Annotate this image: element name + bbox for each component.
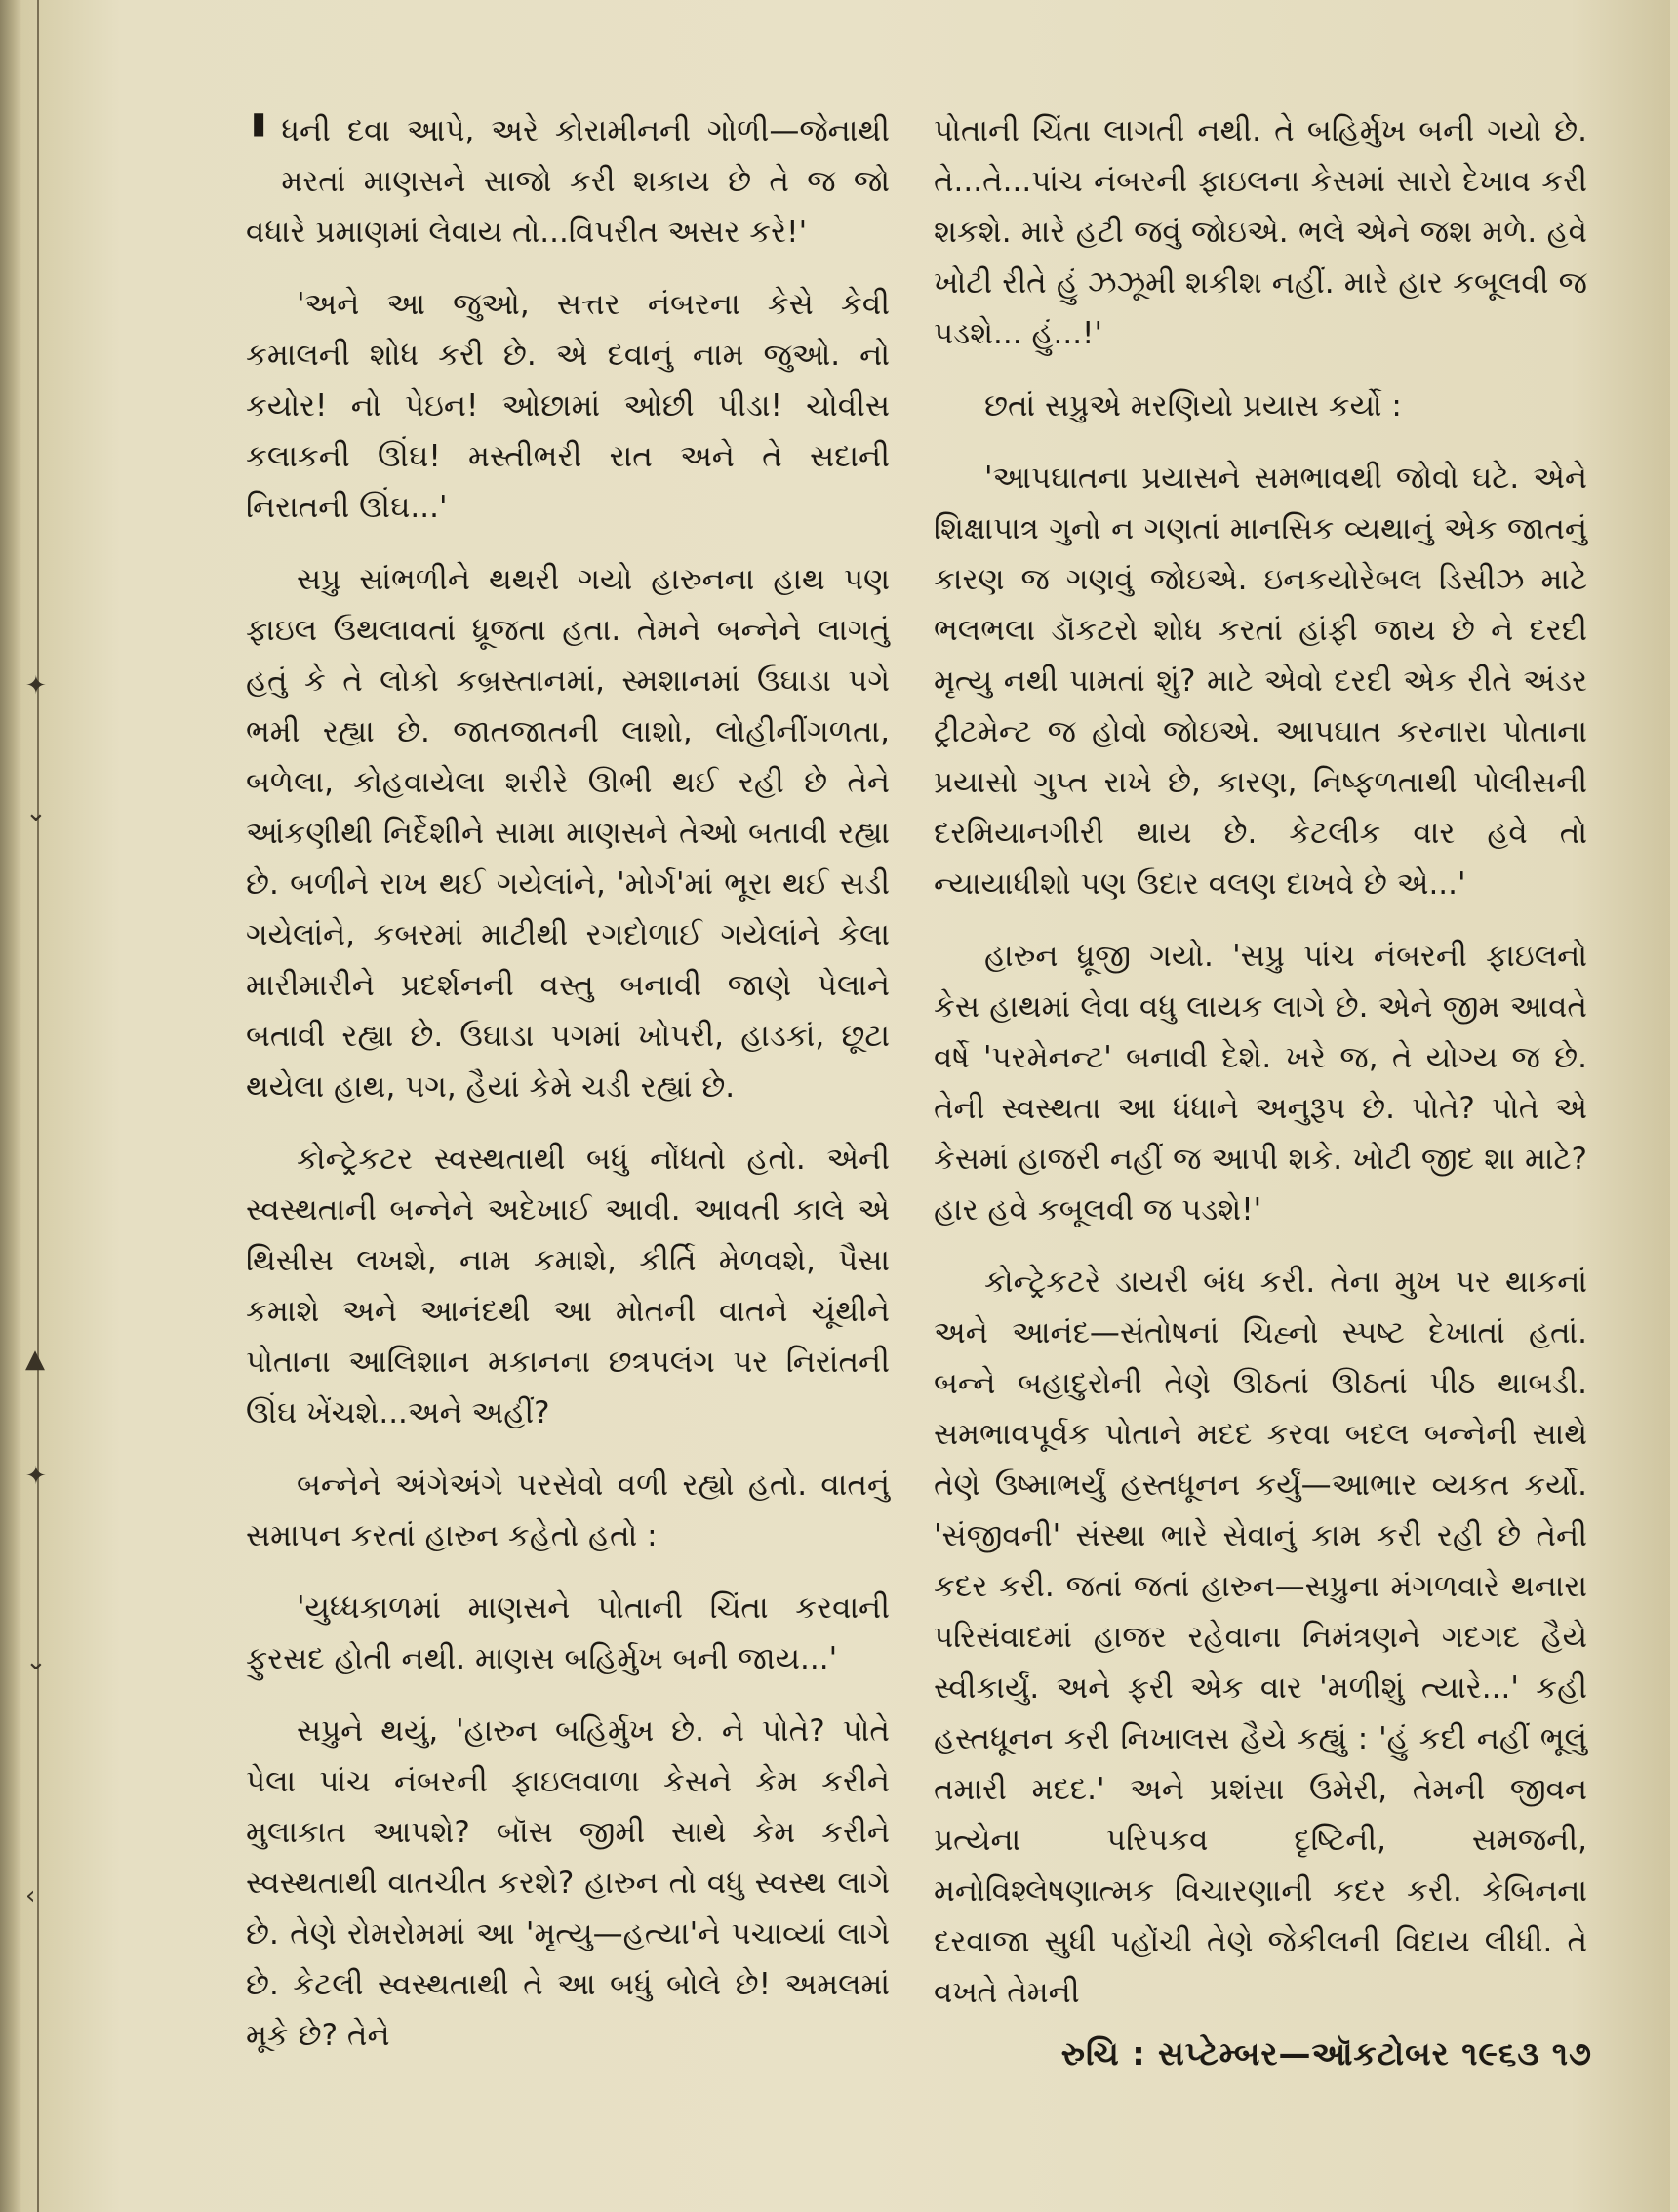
paragraph: છતાં સપ્રુએ મરણિયો પ્રયાસ કર્યો : (984, 388, 1402, 423)
page-fold-line (37, 0, 39, 2212)
margin-mark: ‹ (25, 1881, 36, 1910)
paragraph: કોન્ટ્રેકટર સ્વસ્થતાથી બધું નોંધતો હતો. એની સ્વસ્થતાની બન્નેને અદેખાઈ આવી. આવતી કાલે એ થિસીસ લખશે, નામ કમાશે, કીર્તિ મેળવશે, પૈસા કમાશે અને આનંદથી આ મોતની વાતને ચૂંથીને પોતાના આલિશાન મકાનના છત્રપલંગ પર નિરાંતની ઊંઘ ખેંચશે...અને અહીં? (246, 1142, 890, 1430)
margin-mark: ⌄ (25, 1647, 47, 1676)
paragraph: બન્નેને અંગેઅંગે પરસેવો વળી રહ્યો હતો. વાતનું સમાપન કરતાં હારુન કહેતો હતો : (246, 1468, 890, 1553)
paragraph: 'આપઘાતના પ્રયાસને સમભાવથી જોવો ઘટે. એને શિક્ષાપાત્ર ગુનો ન ગણતાં માનસિક વ્યથાનું એક જાતનું કારણ જ ગણવું જોઇએ. ઇનકયોરેબલ ડિસીઝ માટે ભલભલા ડૉકટરો શોધ કરતાં હાંફી જાય છે ને દરદી મૃત્યુ નથી પામતાં શું? માટે એવો દરદી એક રીતે અંડર ટ્રીટમેન્ટ જ હોવો જોઇએ. આપઘાત કરનારા પોતાના પ્રયાસો ગુપ્ત રાખે છે, કારણ, નિષ્ફળતાથી પોલીસની દરમિયાનગીરી થાય છે. કેટલીક વાર હવે તો ન્યાયાધીશો પણ ઉદાર વલણ દાખવે છે એ...' (934, 461, 1587, 902)
right-text-column (934, 105, 1587, 2039)
paragraph: હારુન ધ્રૂજી ગયો. 'સપ્રુ પાંચ નંબરની ફાઇલનો કેસ હાથમાં લેવા વધુ લાયક લાગે છે. એને જીમ આવતે વર્ષે 'પરમેનન્ટ' બનાવી દેશે. ખરે જ, તે યોગ્ય જ છે. તેની સ્વસ્થતા આ ધંધાને અનુરૂપ છે. પોતે? પોતે એ કેસમાં હાજરી નહીં જ આપી શકે. ખોટી જીદ શા માટે? હાર હવે કબૂલવી જ પડશે!' (934, 939, 1587, 1227)
margin-mark: ✦ (25, 671, 47, 701)
paragraph: સપ્રુ સાંભળીને થથરી ગયો હારુનના હાથ પણ ફાઇલ ઉથલાવતાં ધ્રૂજતા હતા. તેમને બન્નેને લાગતું હતું કે તે લોકો કબ્રસ્તાનમાં, સ્મશાનમાં ઉઘાડા પગે ભમી રહ્યા છે. જાતજાતની લાશો, લોહીનીંગળતા, બળેલા, કોહવાયેલા શરીરે ઊભી થઈ રહી છે તેને આંકણીથી નિર્દેશીને સામા માણસને તેઓ બતાવી રહ્યા છે. બળીને રાખ થઈ ગયેલાંને, 'મોર્ગ'માં ભૂરા થઈ સડી ગયેલાંને, કબરમાં માટીથી રગદોળાઈ ગયેલાંને કેલા મારીમારીને પ્રદર્શનની વસ્તુ બનાવી જાણે પેલાને બતાવી રહ્યા છે. ઉઘાડા પગમાં ખોપરી, હાડકાં, છૂટા થયેલા હાથ, પગ, હૈયાં કેમે ચડી રહ્યાં છે. (246, 562, 890, 1105)
paragraph: 'યુધ્ધકાળમાં માણસને પોતાની ચિંતા કરવાની ફુરસદ હોતી નથી. માણસ બહિર્મુખ બની જાય...' (246, 1590, 890, 1676)
left-text-column (246, 98, 890, 2082)
paragraph: 'અને આ જુઓ, સત્તર નંબરના કેસે કેવી કમાલની શોધ કરી છે. એ દવાનું નામ જુઓ. નો કયોર! નો પેઇન! ઓછામાં ઓછી પીડા! ચોવીસ કલાકની ઊંઘ! મસ્તીભરી રાત અને તે સદાની નિરાતની ઊંઘ...' (246, 287, 890, 525)
paragraph: પોતાની ચિંતા લાગતી નથી. તે બહિર્મુખ બની ગયો છે. તે...તે...પાંચ નંબરની ફાઇલના કેસમાં સારો દેખાવ કરી શકશે. મારે હટી જવું જોઇએ. ભલે એને જશ મળે. હવે ખોટી રીતે હું ઝઝૂમી શકીશ નહીં. મારે હાર કબૂલવી જ પડશે... હું...!' (934, 113, 1587, 351)
magazine-page (21, 0, 1670, 2212)
paragraph: કોન્ટ્રેકટરે ડાયરી બંધ કરી. તેના મુખ પર થાકનાં અને આનંદ—સંતોષનાં ચિહ્નો સ્પષ્ટ દેખાતાં હતાં. બન્ને બહાદુરોની તેણે ઊઠતાં ઊઠતાં પીઠ થાબડી. સમભાવપૂર્વક પોતાને મદદ કરવા બદલ બન્નેની સાથે તેણે ઉષ્માભર્યું હસ્તધૂનન કર્યું—આભાર વ્યકત કર્યો. 'સંજીવની' સંસ્થા ભારે સેવાનું કામ કરી રહી છે તેની કદર કરી. જતાં જતાં હારુન—સપ્રુના મંગળવારે થનારા પરિસંવાદમાં હાજર રહેવાના નિમંત્રણને ગદગદ હૈયે સ્વીકાર્યું. અને ફરી એક વાર 'મળીશું ત્યારે...' કહી હસ્તધૂનન કરી નિખાલસ હૈયે કહ્યું : 'હું કદી નહીં ભૂલું તમારી મદદ.' અને પ્રશંસા ઉમેરી, તેમની જીવન પ્રત્યેના પરિપકવ દૃષ્ટિની, સમજની, મનોવિશ્લેષણાત્મક વિચારણાની કદર કરી. કેબિનના દરવાજા સુધી પહોંચી તેણે જેકીલની વિદાય લીધી. તે વખતે તેમની (934, 1265, 1587, 2010)
page-footer: રુચિ : સપ્ટેમ્બર—ઑકટોબર ૧૯૬૩ ૧૭ (1060, 2034, 1592, 2072)
paragraph: ' ધની દવા આપે, અરે કોરામીનની ગોળી—જેનાથી મરતાં માણસને સાજો કરી શકાય છે તે જ જો વધારે પ્રમાણમાં લેવાય તો...વિપરીત અસર કરે!' (246, 98, 890, 250)
margin-mark: ✦ (25, 1462, 47, 1491)
drop-cap: ' (246, 98, 272, 195)
margin-mark: ▲ (25, 1345, 45, 1374)
margin-mark: ⌄ (25, 798, 47, 827)
paragraph: સપ્રુને થયું, 'હારુન બહિર્મુખ છે. ને પોતે? પોતે પેલા પાંચ નંબરની ફાઇલવાળા કેસને કેમ કરીને મુલાકાત આપશે? બૉસ જીમી સાથે કેમ કરીને સ્વસ્થતાથી વાતચીત કરશે? હારુન તો વધુ સ્વસ્થ લાગે છે. તેણે રોમરોમમાં આ 'મૃત્યુ—હત્યા'ને પચાવ્યાં લાગે છે. કેટલી સ્વસ્થતાથી તે આ બધું બોલે છે! અમલમાં મૂકે છે? તેને (246, 1713, 890, 2053)
book-binding-edge (0, 0, 21, 2212)
